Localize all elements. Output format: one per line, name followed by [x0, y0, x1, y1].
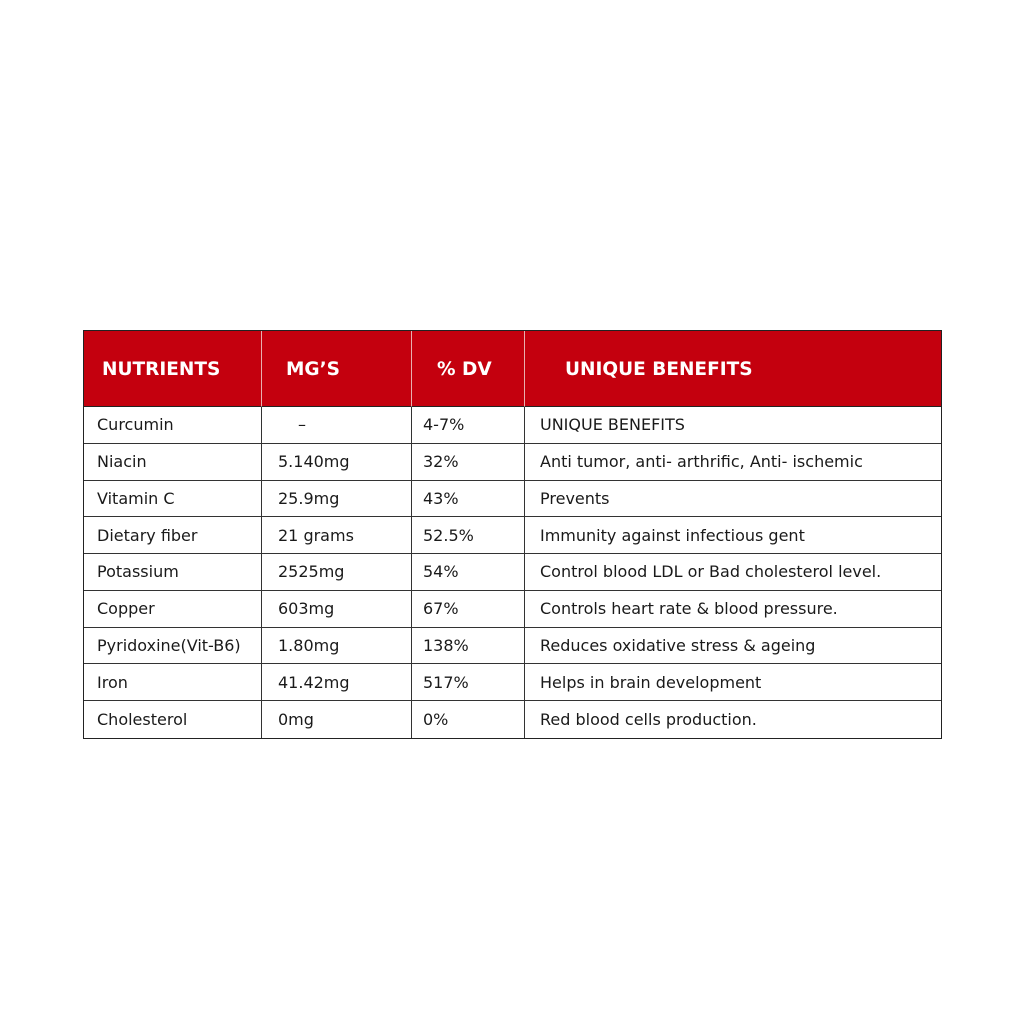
cell-nutrient: Curcumin: [84, 407, 262, 444]
nutrition-table: [83, 330, 942, 739]
header-unique-benefits: UNIQUE BENEFITS: [525, 331, 941, 407]
cell-dv: 54%: [412, 554, 525, 591]
cell-benefit: Anti tumor, anti- arthrific, Anti- ischemic: [525, 444, 941, 481]
header-mgs: MG’S: [262, 331, 412, 407]
cell-mg: –: [262, 407, 412, 444]
cell-mg: 21 grams: [262, 517, 412, 554]
cell-dv: 4-7%: [412, 407, 525, 444]
cell-benefit: Red blood cells production.: [540, 710, 757, 730]
cell-nutrient: Cholesterol: [84, 701, 262, 738]
header-dv: % DV: [412, 331, 525, 407]
cell-benefit: UNIQUE BENEFITS: [525, 407, 941, 444]
cell-dv: 43%: [412, 481, 525, 518]
cell-dv: 52.5%: [412, 517, 525, 554]
cell-mg: 1.80mg: [262, 628, 412, 665]
cell-nutrient: Iron: [84, 664, 262, 701]
cell-nutrient: Vitamin C: [84, 481, 262, 518]
cell-dv: 32%: [412, 444, 525, 481]
cell-benefit: Prevents: [525, 481, 941, 518]
cell-benefit: Immunity against infectious gent: [525, 517, 941, 554]
header-nutrients: NUTRIENTS: [84, 331, 262, 407]
cell-mg: 0mg: [262, 701, 412, 738]
cell-benefit: Helps in brain development: [525, 664, 941, 701]
cell-mg: 5.140mg: [262, 444, 412, 481]
cell-dv: 517%: [412, 664, 525, 701]
cell-mg: 2525mg: [262, 554, 412, 591]
cell-mg: 41.42mg: [262, 664, 412, 701]
cell-dv: 138%: [412, 628, 525, 665]
cell-mg: 603mg: [262, 591, 412, 628]
cell-nutrient: Pyridoxine(Vit-B6): [84, 628, 262, 665]
cell-dv: 67%: [412, 591, 525, 628]
cell-benefit: Reduces oxidative stress & ageing: [525, 628, 941, 665]
cell-mg: 25.9mg: [262, 481, 412, 518]
cell-benefit: Control blood LDL or Bad cholesterol level.: [525, 554, 941, 591]
cell-dv: 0%: [412, 701, 525, 738]
cell-nutrient: Niacin: [84, 444, 262, 481]
cell-nutrient: Potassium: [84, 554, 262, 591]
cell-nutrient: Dietary fiber: [84, 517, 262, 554]
cell-nutrient: Copper: [84, 591, 262, 628]
cell-benefit: Controls heart rate & blood pressure.: [525, 591, 941, 628]
